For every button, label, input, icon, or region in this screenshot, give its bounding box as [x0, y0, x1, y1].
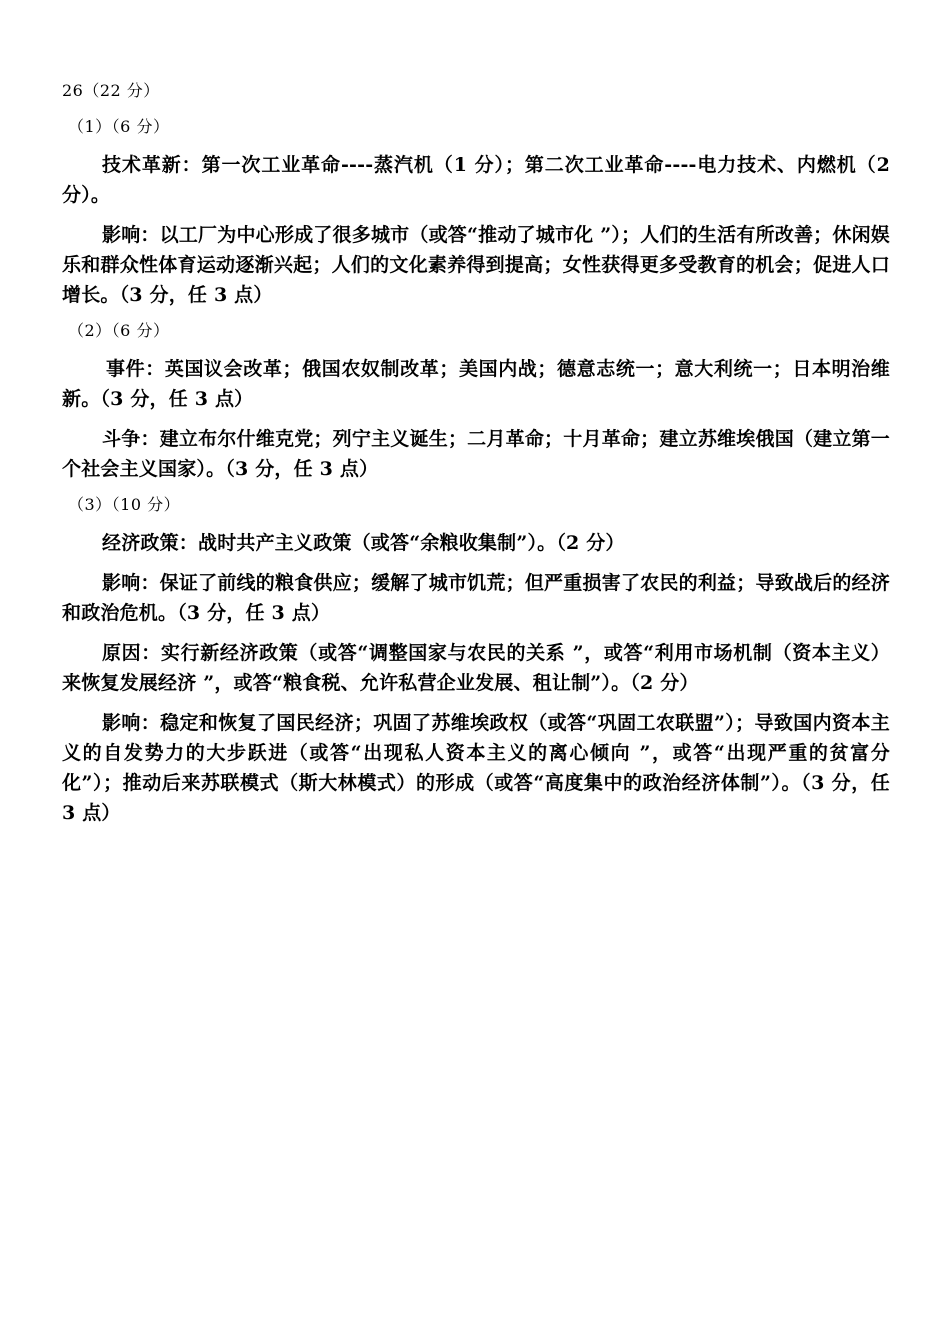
- part3-impact1-paragraph: 影响：保证了前线的粮食供应；缓解了城市饥荒；但严重损害了农民的利益；导致战后的经济和政治危机。（3 分，任 3 点）: [62, 572, 890, 624]
- part3-policy-paragraph: 经济政策：战时共产主义政策（或答“余粮收集制”）。（2 分）: [102, 532, 625, 554]
- part1-label: （1）（6 分）: [68, 117, 170, 136]
- part3-label: （3）（10 分）: [68, 495, 181, 514]
- part2-struggle-paragraph: 斗争：建立布尔什维克党；列宁主义诞生；二月革命；十月革命；建立苏维埃俄国（建立第一个社会主义国家）。（3 分，任 3 点）: [62, 428, 890, 480]
- question-header: 26（22 分）: [62, 81, 160, 100]
- answer-page: [62, 80, 890, 838]
- part1-impact-paragraph: 影响：以工厂为中心形成了很多城市（或答“推动了城市化 ”）；人们的生活有所改善；休闲娱乐和群众性体育运动逐渐兴起；人们的文化素养得到提高；女性获得更多受教育的机会；促进人口增长。（3 分，任 3 点）: [62, 224, 890, 306]
- part3-reason-paragraph: 原因：实行新经济政策（或答“调整国家与农民的关系 ”，或答“利用市场机制（资本主义）来恢复发展经济 ”，或答“粮食税、允许私营企业发展、租让制”）。（2 分）: [62, 642, 890, 694]
- part2-events-paragraph: 事件：英国议会改革；俄国农奴制改革；美国内战；德意志统一；意大利统一；日本明治维新。（3 分，任 3 点）: [62, 358, 890, 410]
- part3-impact2-paragraph: 影响：稳定和恢复了国民经济；巩固了苏维埃政权（或答“巩固工农联盟”）；导致国内资本主义的自发势力的大步跃进（或答“出现私人资本主义的离心倾向 ”，或答“出现严重的贫富分化”）；推动后来苏联模式（斯大林模式）的形成（或答“高度集中的政治经济体制”）。（3 分，任 3 点）: [62, 712, 890, 824]
- part2-label: （2）（6 分）: [68, 321, 170, 340]
- part1-tech-paragraph: 技术革新：第一次工业革命----蒸汽机（1 分）；第二次工业革命----电力技术、内燃机（2 分）。: [62, 154, 890, 206]
